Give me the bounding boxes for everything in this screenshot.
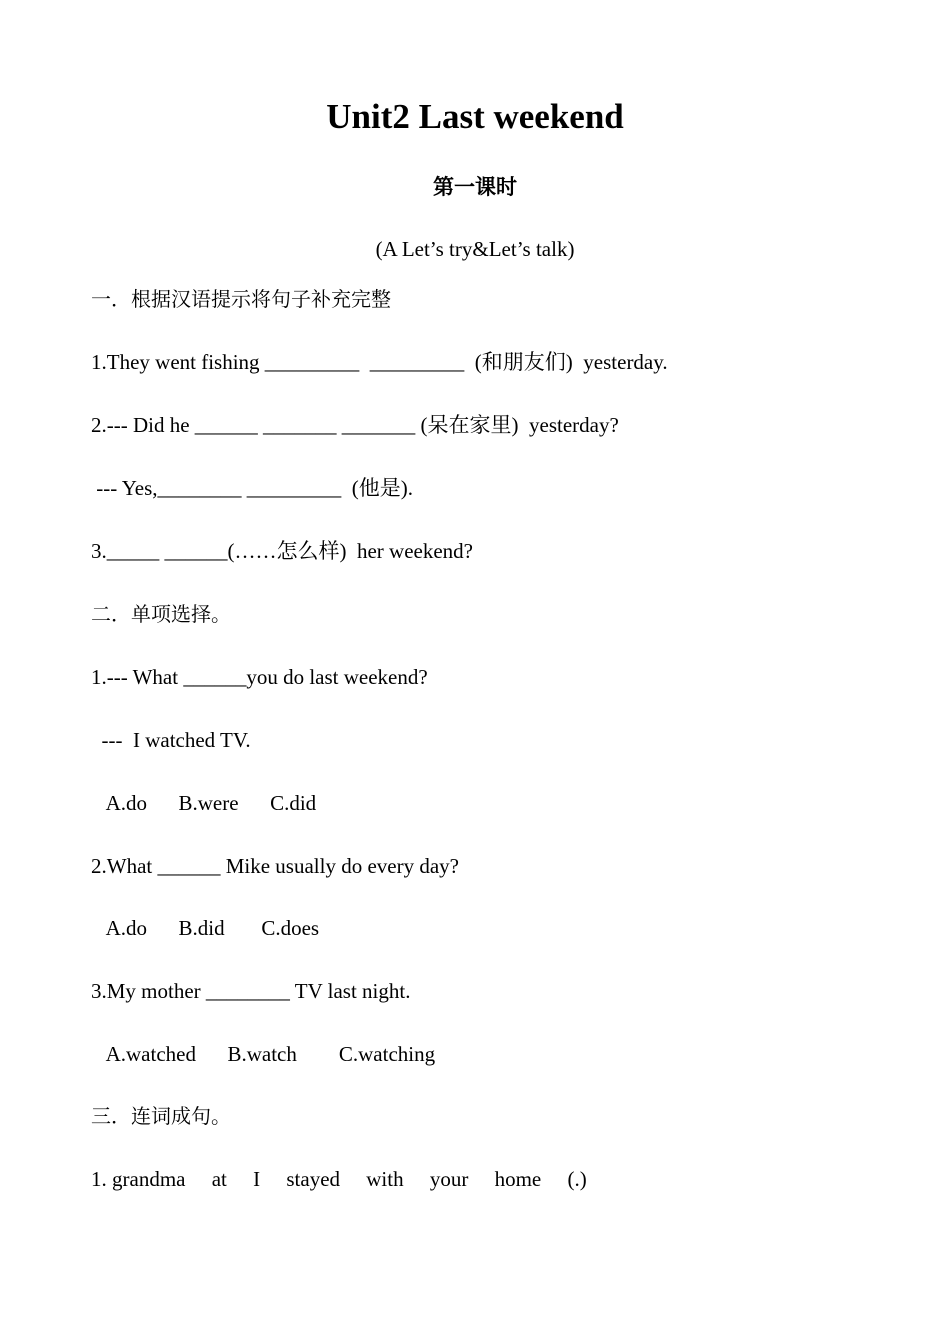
page-title: Unit2 Last weekend (326, 97, 624, 136)
section-1-question-1: 1.They went fishing _________ _________ (和朋友们) yesterday. (91, 350, 668, 374)
section-1-question-2: 2.--- Did he ______ _______ _______ (呆在家里) yesterday? (91, 413, 619, 437)
section-2-question-2-options: A.do B.did C.does (91, 916, 320, 940)
section-2-heading: 二．单项选择。 (91, 602, 231, 626)
section-2-question-1-answer: --- I watched TV. (91, 728, 251, 752)
lesson-period: 第一课时 (433, 175, 517, 199)
section-2-question-1: 1.--- What ______you do last weekend? (91, 665, 428, 689)
section-2-question-3: 3.My mother ________ TV last night. (91, 979, 411, 1003)
section-1-question-2-answer: --- Yes,________ _________ (他是). (91, 476, 413, 500)
lesson-part: (A Let’s try&Let’s talk) (375, 237, 575, 261)
section-2-question-2: 2.What ______ Mike usually do every day? (91, 854, 459, 878)
section-2-question-1-options: A.do B.were C.did (91, 791, 317, 815)
section-1-question-3: 3._____ ______(……怎么样) her weekend? (91, 539, 473, 563)
section-3-question-1: 1. grandma at I stayed with your home (.) (91, 1167, 587, 1191)
section-1-heading: 一．根据汉语提示将句子补充完整 (91, 287, 391, 311)
section-2-question-3-options: A.watched B.watch C.watching (91, 1042, 436, 1066)
section-3-heading: 三．连词成句。 (91, 1104, 231, 1128)
